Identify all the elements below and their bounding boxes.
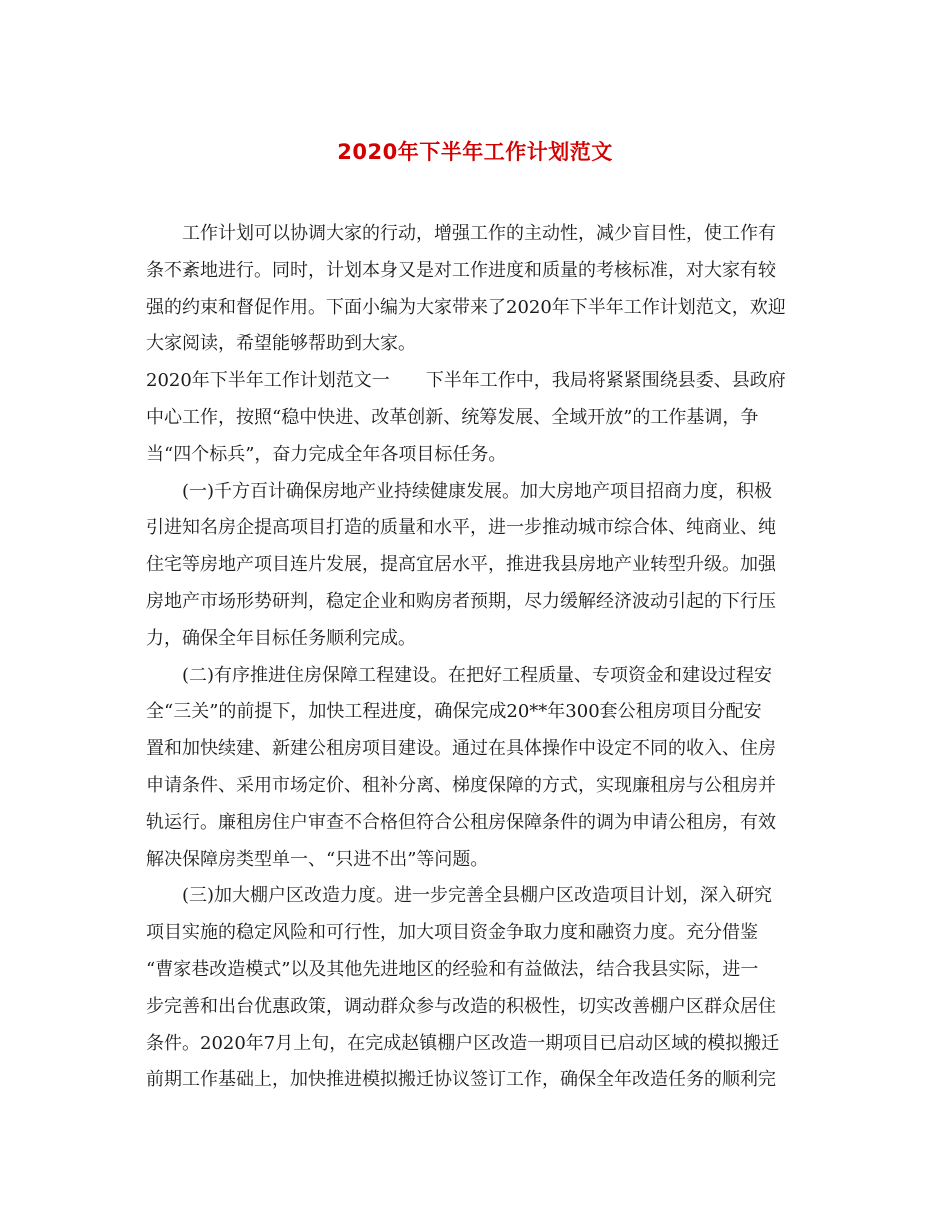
text-line: (二)有序推进住房保障工程建设。在把好工程质量、专项资金和建设过程安	[182, 664, 773, 686]
text-line: 申请条件、采用市场定价、租补分离、梯度保障的方式，实现廉租房与公租房并	[146, 774, 776, 796]
text-line-with-heading	[146, 363, 806, 400]
section-heading: 2020年下半年工作计划范文一	[146, 370, 390, 392]
text-line: 项目实施的稳定风险和可行性，加大项目资金争取力度和融资力度。充分借鉴	[146, 922, 758, 944]
text-line: 力，确保全年目标任务顺利完成。	[146, 627, 416, 649]
text-line: 全“三关”的前提下，加快工程进度，确保完成20**年300套公租房项目分配安	[146, 701, 762, 723]
text-line: 步完善和出台优惠政策，调动群众参与改造的积极性，切实改善棚户区群众居住	[146, 995, 776, 1017]
text-line: 当“四个标兵”，奋力完成全年各项目标任务。	[146, 443, 507, 465]
text-line: 中心工作，按照“稳中快进、改革创新、统筹发展、全域开放”的工作基调，争	[146, 406, 759, 428]
text-line: 置和加快续建、新建公租房项目建设。通过在具体操作中设定不同的收入、住房	[146, 738, 776, 760]
text-line: (三)加大棚户区改造力度。进一步完善全县棚户区改造项目计划，深入研究	[182, 885, 773, 907]
text-line: 引进知名房企提高项目打造的质量和水平，进一步推动城市综合体、纯商业、纯	[146, 517, 776, 539]
document-body	[146, 216, 806, 1099]
text-line: 前期工作基础上，加快推进模拟搬迁协议签订工作，确保全年改造任务的顺利完	[146, 1069, 776, 1091]
text-fragment: 下半年工作中，我局将紧紧围绕县委、县政府	[425, 370, 786, 392]
text-line: “曹家巷改造模式”以及其他先进地区的经验和有益做法，结合我县实际，进一	[146, 958, 759, 980]
text-line: 工作计划可以协调大家的行动，增强工作的主动性，减少盲目性，使工作有	[182, 223, 776, 244]
text-line: 轨运行。廉租房住户审查不合格但符合公租房保障条件的调为申请公租房，有效	[146, 811, 776, 833]
text-line: (一)千方百计确保房地产业持续健康发展。加大房地产项目招商力度，积极	[182, 480, 773, 502]
text-line: 房地产市场形势研判，稳定企业和购房者预期，尽力缓解经济波动引起的下行压	[146, 590, 776, 612]
text-line: 条件。2020年7月上旬，在完成赵镇棚户区改造一期项目已启动区域的模拟搬迁	[146, 1032, 780, 1054]
text-line: 强的约束和督促作用。下面小编为大家带来了2020年下半年工作计划范文，欢迎	[146, 296, 786, 318]
text-line: 解决保障房类型单一、“只进不出”等问题。	[146, 848, 489, 870]
text-line: 大家阅读，希望能够帮助到大家。	[146, 333, 416, 355]
text-line: 条不紊地进行。同时，计划本身又是对工作进度和质量的考核标准，对大家有较	[146, 259, 776, 281]
document-title: 2020年下半年工作计划范文	[337, 140, 613, 164]
text-line: 住宅等房地产项目连片发展，提高宜居水平，推进我县房地产业转型升级。加强	[146, 554, 776, 576]
